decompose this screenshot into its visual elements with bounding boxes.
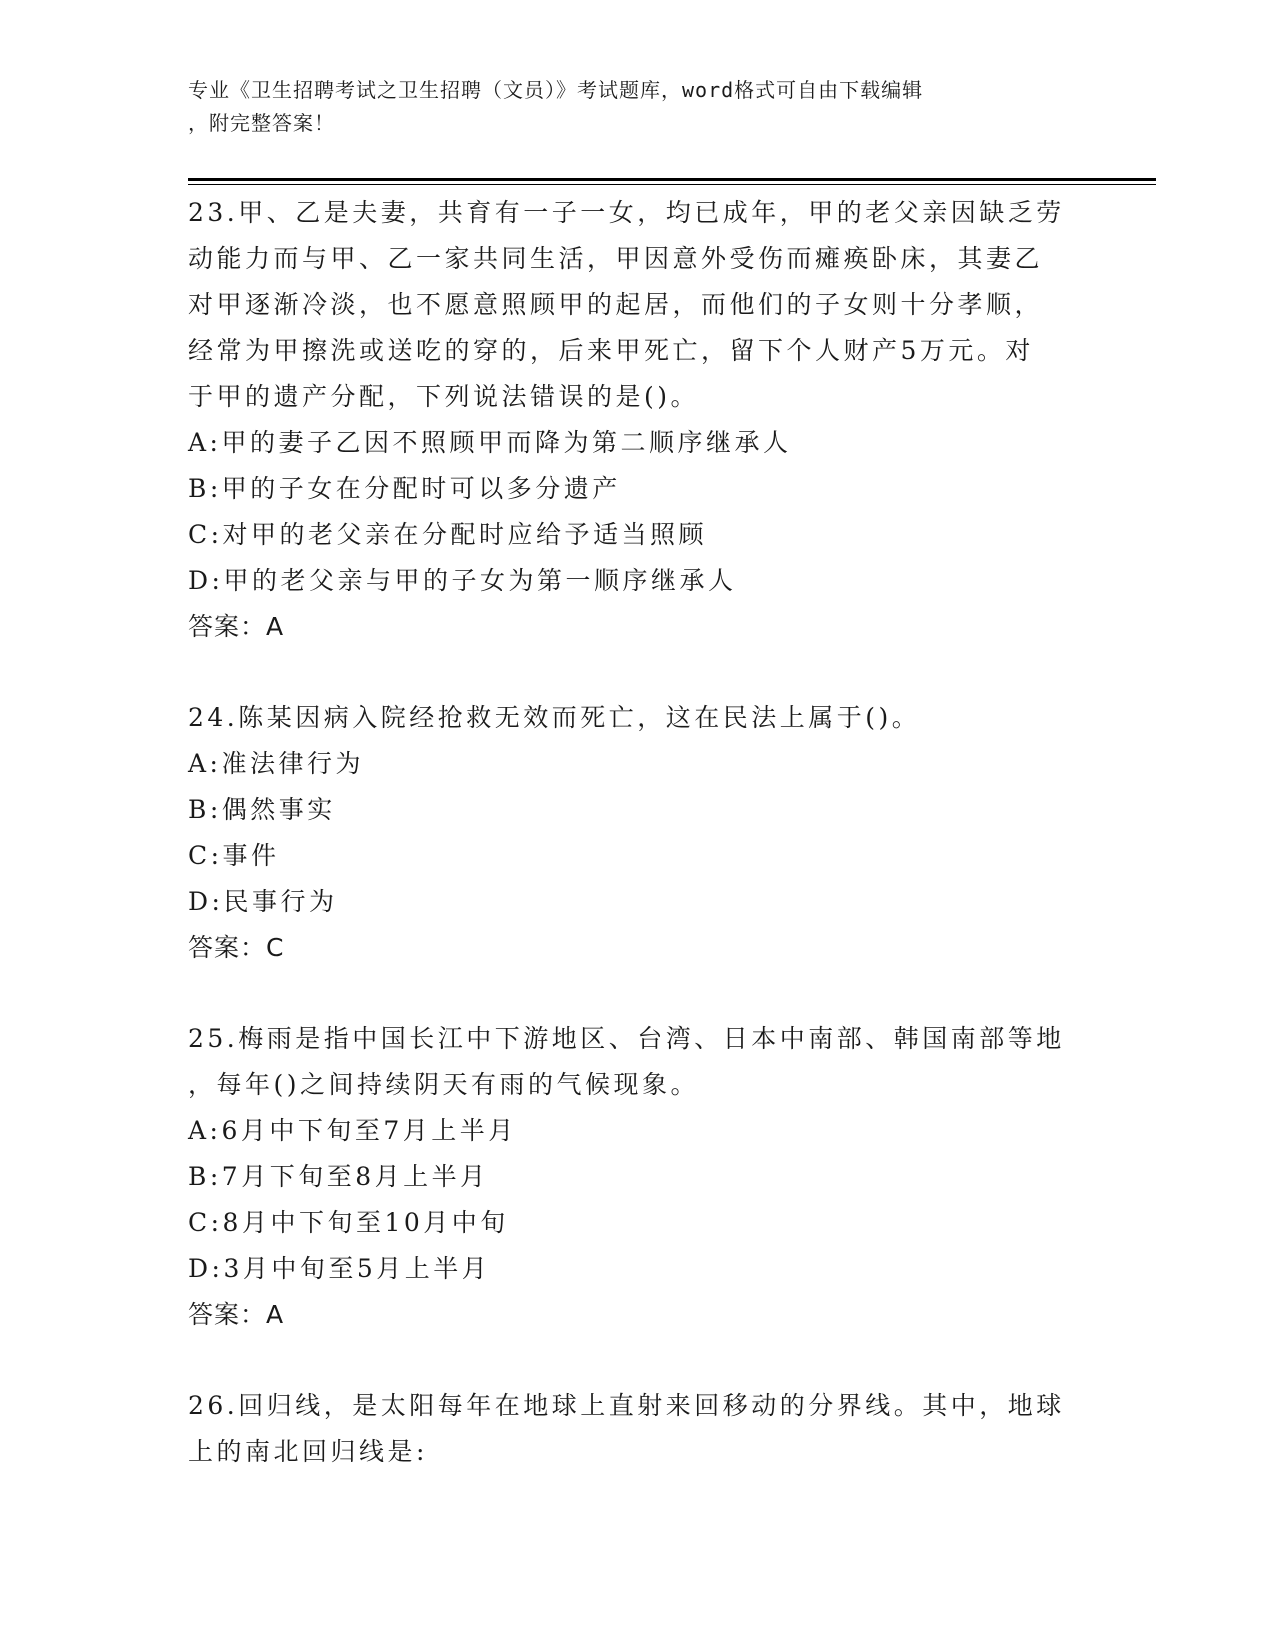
option-a: A:6月中下旬至7月上半月 (188, 1116, 517, 1145)
answer-line: 答案：C (188, 933, 285, 962)
option-d: D:3月中旬至5月上半月 (188, 1254, 491, 1283)
option-a: A:准法律行为 (188, 749, 364, 778)
question-26 (188, 1383, 1078, 1475)
question-spacer (188, 971, 1078, 1016)
question-25 (188, 1016, 1078, 1338)
option-d: D:民事行为 (188, 887, 338, 916)
question-stem-line: 于甲的遗产分配，下列说法错误的是()。 (188, 382, 700, 411)
header-divider-thin (188, 184, 1156, 185)
question-stem-line: 经常为甲擦洗或送吃的穿的，后来甲死亡，留下个人财产5万元。对 (188, 336, 1034, 365)
question-stem-line: 24.陈某因病入院经抢救无效而死亡，这在民法上属于()。 (188, 703, 921, 732)
option-c: C:8月中下旬至10月中旬 (188, 1208, 509, 1237)
question-list (188, 190, 1078, 1475)
option-b: B:7月下旬至8月上半月 (188, 1162, 489, 1191)
question-stem-line: 上的南北回归线是: (188, 1437, 428, 1466)
question-23 (188, 190, 1078, 650)
question-spacer (188, 650, 1078, 695)
answer-line: 答案：A (188, 1300, 285, 1329)
question-stem-line: 26.回归线，是太阳每年在地球上直射来回移动的分界线。其中，地球 (188, 1391, 1065, 1420)
question-spacer (188, 1338, 1078, 1383)
option-c: C:对甲的老父亲在分配时应给予适当照顾 (188, 520, 708, 549)
header-divider-thick (188, 178, 1156, 181)
question-stem-line: 动能力而与甲、乙一家共同生活，甲因意外受伤而瘫痪卧床，其妻乙 (188, 244, 1044, 273)
option-b: B:甲的子女在分配时可以多分遗产 (188, 474, 621, 503)
question-stem-line: 对甲逐渐冷淡，也不愿意照顾甲的起居，而他们的子女则十分孝顺， (188, 290, 1044, 319)
option-b: B:偶然事实 (188, 795, 336, 824)
question-24 (188, 695, 1078, 971)
header-line-2: ，附完整答案！ (188, 111, 335, 135)
question-stem-line: 25.梅雨是指中国长江中下游地区、台湾、日本中南部、韩国南部等地 (188, 1024, 1065, 1053)
option-c: C:事件 (188, 841, 280, 870)
answer-line: 答案：A (188, 612, 285, 641)
option-d: D:甲的老父亲与甲的子女为第一顺序继承人 (188, 566, 737, 595)
header-line-1: 专业《卫生招聘考试之卫生招聘（文员）》考试题库，word格式可自由下载编辑 (188, 78, 924, 102)
question-stem-line: ，每年()之间持续阴天有雨的气候现象。 (188, 1070, 700, 1099)
question-stem-line: 23.甲、乙是夫妻，共育有一子一女，均已成年，甲的老父亲因缺乏劳 (188, 198, 1065, 227)
document-header (188, 74, 1068, 140)
option-a: A:甲的妻子乙因不照顾甲而降为第二顺序继承人 (188, 428, 792, 457)
